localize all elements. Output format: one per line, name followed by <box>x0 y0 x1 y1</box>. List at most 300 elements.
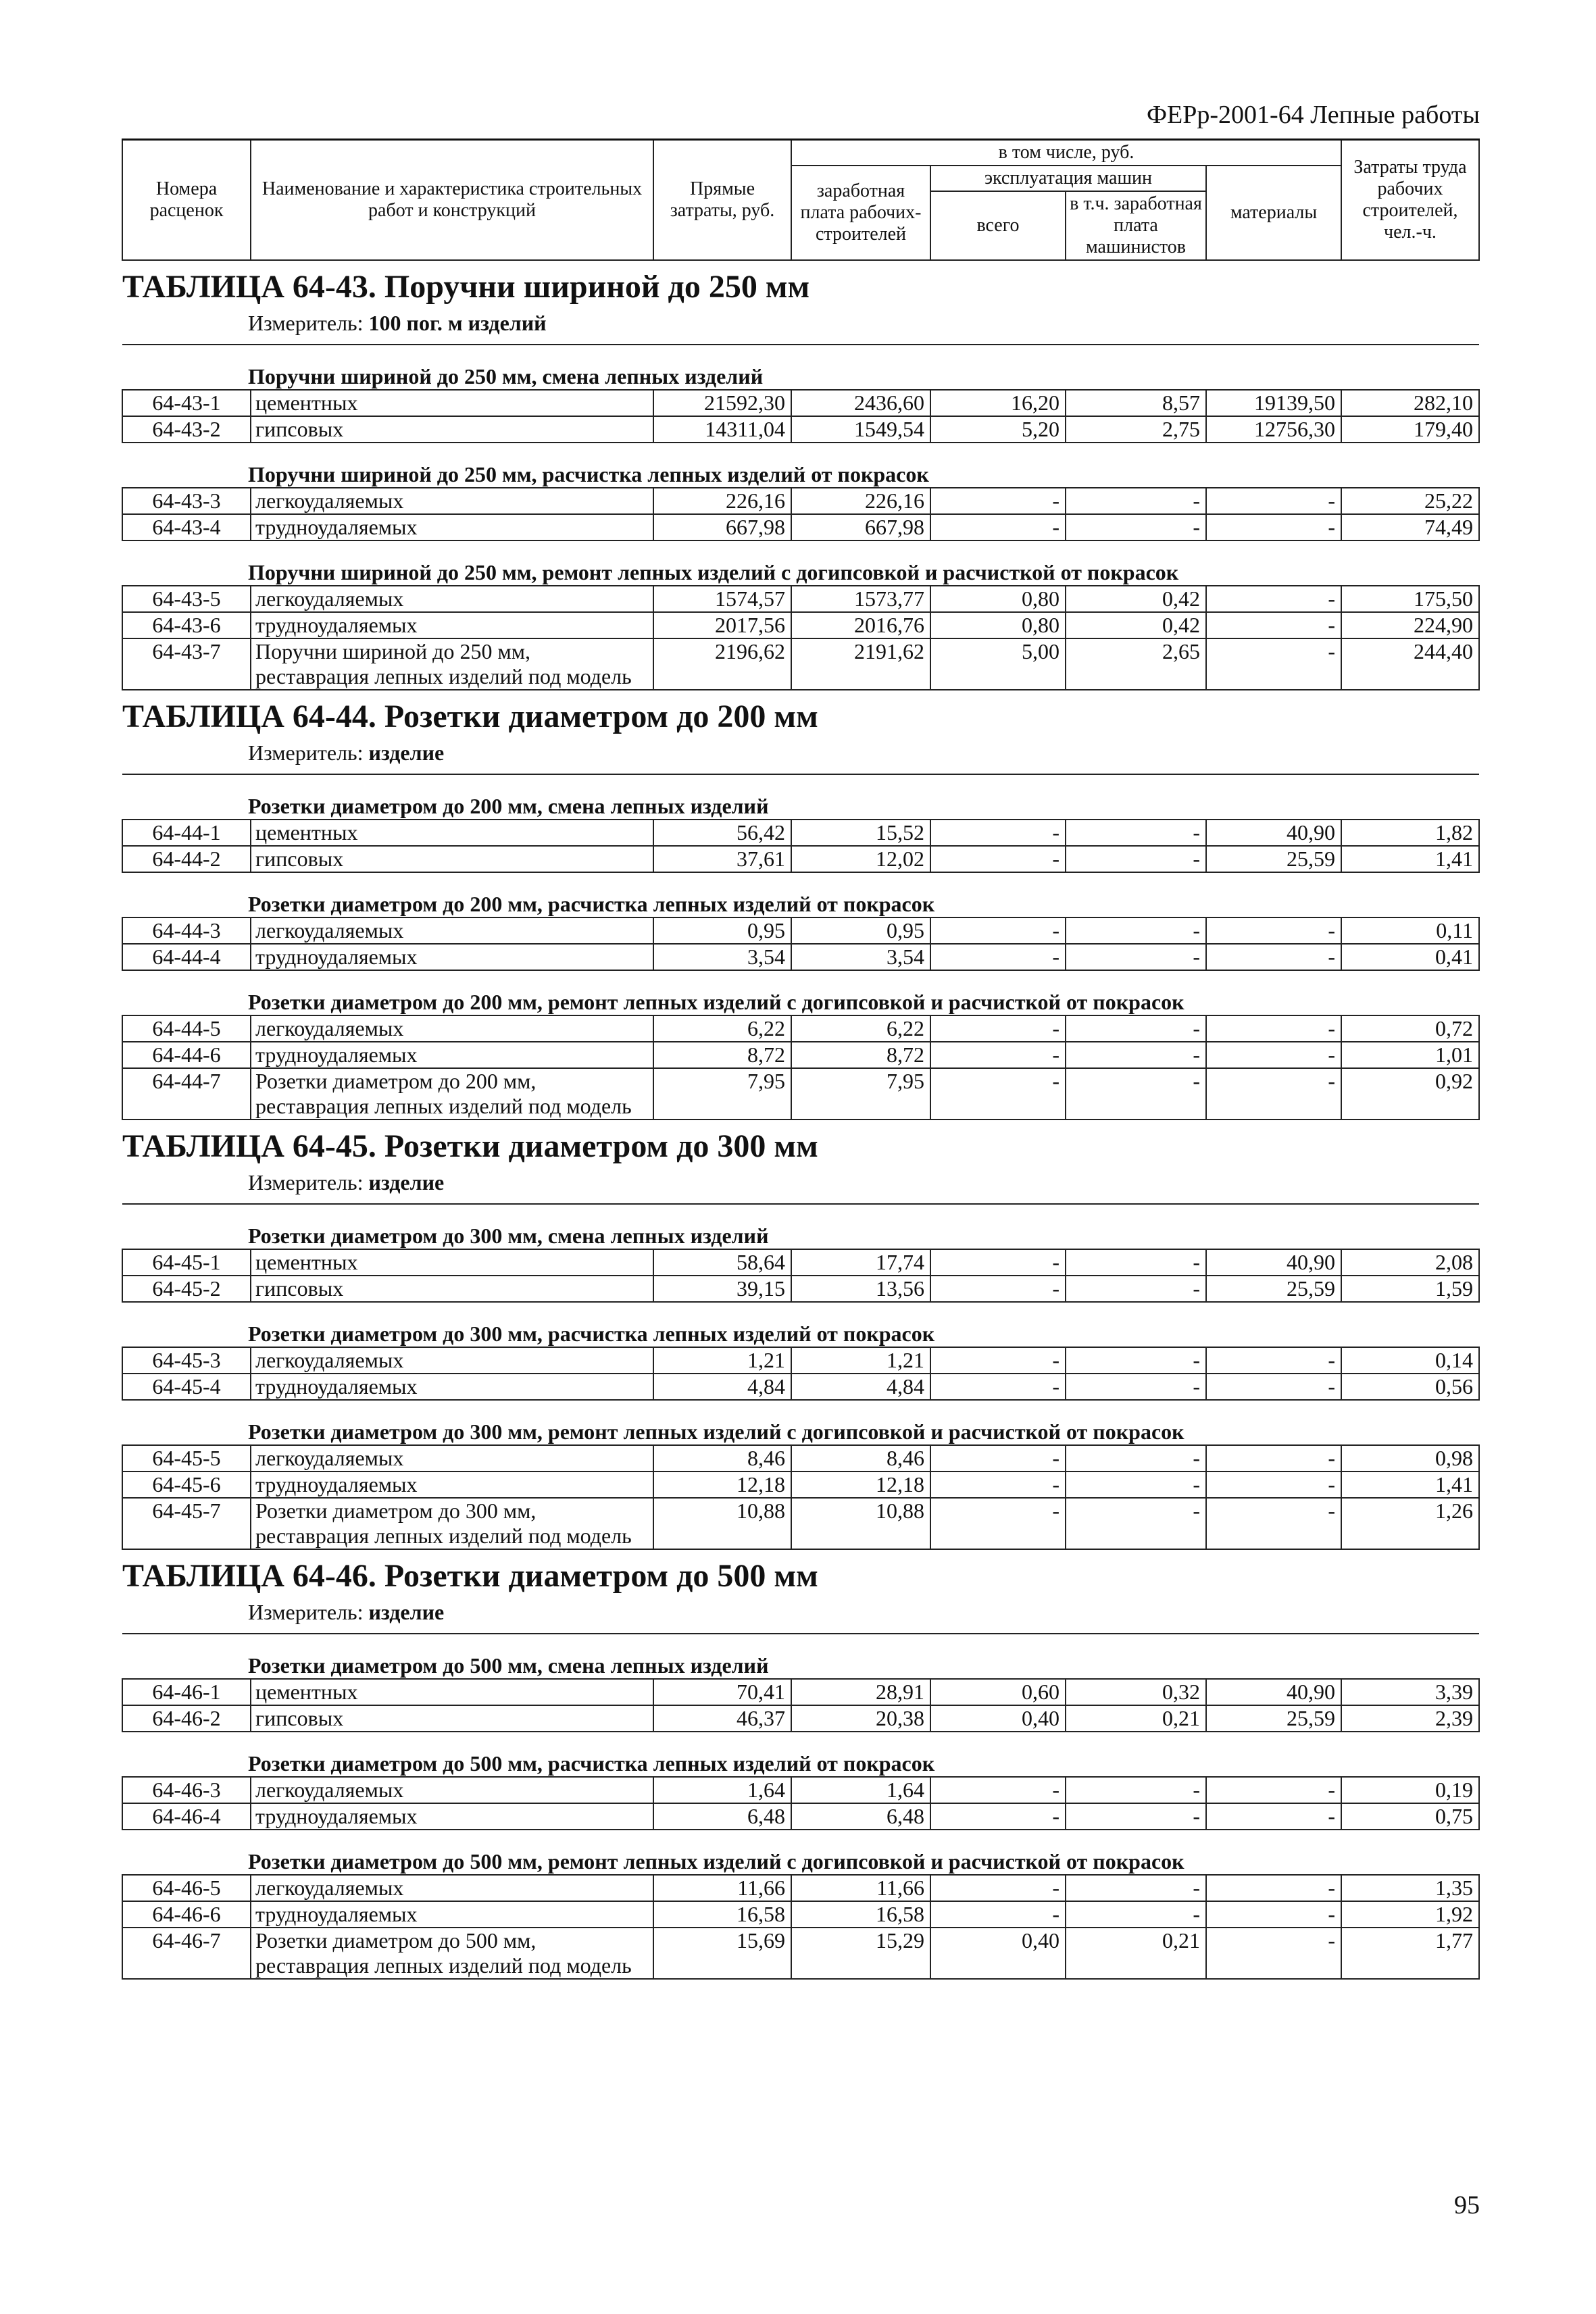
work-name: легкоудаляемых <box>251 586 653 612</box>
section-title: Поручни шириной до 250 мм, смена лепных изделий <box>248 364 764 388</box>
machine-wage-cost: - <box>1066 1472 1206 1498</box>
work-name: легкоудаляемых <box>251 488 653 514</box>
table-row <box>122 416 1479 443</box>
table-row <box>122 1472 1479 1498</box>
col-name-header: Наименование и характеристика строительных работ и конструкций <box>251 140 653 261</box>
work-name: Розетки диаметром до 300 мм, реставрация лепных изделий под модель <box>251 1498 653 1549</box>
section-row <box>122 1634 1479 1679</box>
machine-cost: - <box>930 1901 1066 1928</box>
rates-table <box>122 139 1480 1980</box>
labor-cost: 0,11 <box>1341 917 1479 944</box>
work-name: легкоудаляемых <box>251 1875 653 1901</box>
rate-code: 64-43-2 <box>122 416 251 443</box>
section-title: Розетки диаметром до 500 мм, смена лепных изделий <box>248 1653 769 1678</box>
machine-wage-cost: - <box>1066 1015 1206 1042</box>
labor-cost: 282,10 <box>1341 390 1479 416</box>
table-title-row <box>122 1120 1479 1166</box>
work-name: гипсовых <box>251 1705 653 1732</box>
machine-cost: - <box>930 514 1066 540</box>
machine-wage-cost: - <box>1066 1068 1206 1120</box>
section-row <box>122 345 1479 390</box>
measure-row <box>122 1596 1479 1634</box>
labor-cost: 0,75 <box>1341 1803 1479 1830</box>
machine-cost: - <box>930 1374 1066 1400</box>
wage-cost: 3,54 <box>791 944 930 970</box>
machine-cost: - <box>930 1498 1066 1549</box>
direct-cost: 226,16 <box>653 488 791 514</box>
machine-wage-cost: 0,42 <box>1066 586 1206 612</box>
rate-code: 64-44-1 <box>122 820 251 846</box>
rate-code: 64-45-6 <box>122 1472 251 1498</box>
work-name: легкоудаляемых <box>251 1347 653 1374</box>
table-row <box>122 612 1479 638</box>
wage-cost: 20,38 <box>791 1705 930 1732</box>
work-name: трудноудаляемых <box>251 1042 653 1068</box>
measure-row <box>122 736 1479 774</box>
direct-cost: 3,54 <box>653 944 791 970</box>
table-title-row <box>122 690 1479 736</box>
labor-cost: 74,49 <box>1341 514 1479 540</box>
col-materials-header: материалы <box>1206 166 1341 260</box>
materials-cost: - <box>1206 1472 1341 1498</box>
machine-cost: - <box>930 1777 1066 1803</box>
machine-cost: - <box>930 1347 1066 1374</box>
wage-cost: 0,95 <box>791 917 930 944</box>
machine-cost: 0,80 <box>930 586 1066 612</box>
col-labor-header: Затраты труда рабочих строителей, чел.-ч. <box>1341 140 1479 261</box>
direct-cost: 14311,04 <box>653 416 791 443</box>
col-incl-header: в том числе, руб. <box>791 140 1341 166</box>
work-name: трудноудаляемых <box>251 1472 653 1498</box>
direct-cost: 4,84 <box>653 1374 791 1400</box>
machine-cost: 16,20 <box>930 390 1066 416</box>
section-title: Поручни шириной до 250 мм, расчистка лепных изделий от покрасок <box>248 462 929 486</box>
machine-cost: - <box>930 1249 1066 1276</box>
materials-cost: - <box>1206 1042 1341 1068</box>
labor-cost: 0,41 <box>1341 944 1479 970</box>
machine-wage-cost: - <box>1066 514 1206 540</box>
measure-label: Измеритель: <box>248 1600 364 1624</box>
machine-cost: - <box>930 1068 1066 1120</box>
machine-wage-cost: - <box>1066 1803 1206 1830</box>
wage-cost: 667,98 <box>791 514 930 540</box>
labor-cost: 175,50 <box>1341 586 1479 612</box>
labor-cost: 2,08 <box>1341 1249 1479 1276</box>
rate-code: 64-45-5 <box>122 1445 251 1472</box>
col-mach-total-header: всего <box>930 191 1066 260</box>
materials-cost: - <box>1206 1347 1341 1374</box>
measure-row <box>122 1166 1479 1204</box>
rate-code: 64-44-2 <box>122 846 251 872</box>
rate-code: 64-45-4 <box>122 1374 251 1400</box>
wage-cost: 2436,60 <box>791 390 930 416</box>
measure-value: изделие <box>368 740 445 765</box>
col-wage-header: заработная плата рабочих-строителей <box>791 166 930 260</box>
section-row <box>122 970 1479 1015</box>
work-name: гипсовых <box>251 416 653 443</box>
labor-cost: 1,82 <box>1341 820 1479 846</box>
direct-cost: 667,98 <box>653 514 791 540</box>
work-name: цементных <box>251 390 653 416</box>
direct-cost: 56,42 <box>653 820 791 846</box>
machine-wage-cost: - <box>1066 1042 1206 1068</box>
section-title: Розетки диаметром до 300 мм, расчистка лепных изделий от покрасок <box>248 1322 935 1346</box>
machine-wage-cost: - <box>1066 1276 1206 1302</box>
wage-cost: 1573,77 <box>791 586 930 612</box>
table-row <box>122 1875 1479 1901</box>
measure-row <box>122 307 1479 345</box>
labor-cost: 1,59 <box>1341 1276 1479 1302</box>
labor-cost: 1,01 <box>1341 1042 1479 1068</box>
section-title: Розетки диаметром до 300 мм, ремонт лепных изделий с догипсовкой и расчисткой от покрасок <box>248 1419 1184 1444</box>
table-row <box>122 638 1479 690</box>
document-header: ФЕРр-2001-64 Лепные работы <box>1147 101 1480 129</box>
labor-cost: 3,39 <box>1341 1679 1479 1705</box>
machine-wage-cost: - <box>1066 944 1206 970</box>
materials-cost: 40,90 <box>1206 1679 1341 1705</box>
work-name: трудноудаляемых <box>251 1374 653 1400</box>
table-row <box>122 390 1479 416</box>
table-row <box>122 514 1479 540</box>
col-mach-wage-header: в т.ч. заработная плата машинистов <box>1066 191 1206 260</box>
direct-cost: 0,95 <box>653 917 791 944</box>
wage-cost: 16,58 <box>791 1901 930 1928</box>
machine-wage-cost: 0,21 <box>1066 1928 1206 1979</box>
machine-wage-cost: 2,75 <box>1066 416 1206 443</box>
machine-cost: - <box>930 488 1066 514</box>
work-name: легкоудаляемых <box>251 1445 653 1472</box>
table-row <box>122 1679 1479 1705</box>
materials-cost: - <box>1206 1445 1341 1472</box>
table-row <box>122 1015 1479 1042</box>
labor-cost: 0,14 <box>1341 1347 1479 1374</box>
table-row <box>122 1347 1479 1374</box>
rate-code: 64-44-7 <box>122 1068 251 1120</box>
work-name: легкоудаляемых <box>251 1015 653 1042</box>
machine-cost: 5,00 <box>930 638 1066 690</box>
direct-cost: 7,95 <box>653 1068 791 1120</box>
machine-cost: 5,20 <box>930 416 1066 443</box>
direct-cost: 2196,62 <box>653 638 791 690</box>
rate-code: 64-46-5 <box>122 1875 251 1901</box>
machine-wage-cost: - <box>1066 846 1206 872</box>
table-row <box>122 944 1479 970</box>
machine-wage-cost: - <box>1066 1901 1206 1928</box>
work-name: Розетки диаметром до 200 мм, реставрация лепных изделий под модель <box>251 1068 653 1120</box>
machine-cost: - <box>930 1803 1066 1830</box>
labor-cost: 0,72 <box>1341 1015 1479 1042</box>
work-name: легкоудаляемых <box>251 917 653 944</box>
direct-cost: 11,66 <box>653 1875 791 1901</box>
work-name: гипсовых <box>251 846 653 872</box>
measure-value: изделие <box>368 1170 445 1194</box>
wage-cost: 13,56 <box>791 1276 930 1302</box>
rate-code: 64-43-6 <box>122 612 251 638</box>
materials-cost: - <box>1206 1803 1341 1830</box>
rate-code: 64-44-4 <box>122 944 251 970</box>
labor-cost: 2,39 <box>1341 1705 1479 1732</box>
labor-cost: 224,90 <box>1341 612 1479 638</box>
machine-wage-cost: - <box>1066 1445 1206 1472</box>
rate-code: 64-45-3 <box>122 1347 251 1374</box>
work-name: трудноудаляемых <box>251 1803 653 1830</box>
materials-cost: 40,90 <box>1206 820 1341 846</box>
materials-cost: 25,59 <box>1206 1276 1341 1302</box>
materials-cost: - <box>1206 638 1341 690</box>
table-row <box>122 917 1479 944</box>
col-machines-header: эксплуатация машин <box>930 166 1206 191</box>
wage-cost: 10,88 <box>791 1498 930 1549</box>
machine-cost: - <box>930 1445 1066 1472</box>
labor-cost: 1,35 <box>1341 1875 1479 1901</box>
rate-code: 64-43-7 <box>122 638 251 690</box>
table-row <box>122 1374 1479 1400</box>
machine-wage-cost: 0,21 <box>1066 1705 1206 1732</box>
table-row <box>122 1901 1479 1928</box>
page-number: 95 <box>1454 2191 1480 2219</box>
section-row <box>122 1204 1479 1249</box>
machine-wage-cost: - <box>1066 1875 1206 1901</box>
machine-wage-cost: - <box>1066 1498 1206 1549</box>
rate-code: 64-44-5 <box>122 1015 251 1042</box>
table-row <box>122 1498 1479 1549</box>
wage-cost: 1549,54 <box>791 416 930 443</box>
direct-cost: 8,72 <box>653 1042 791 1068</box>
machine-cost: - <box>930 944 1066 970</box>
measure-label: Измеритель: <box>248 740 364 765</box>
rate-code: 64-46-3 <box>122 1777 251 1803</box>
table-row <box>122 1803 1479 1830</box>
machine-wage-cost: - <box>1066 1249 1206 1276</box>
machine-cost: - <box>930 917 1066 944</box>
machine-wage-cost: 0,42 <box>1066 612 1206 638</box>
labor-cost: 0,56 <box>1341 1374 1479 1400</box>
direct-cost: 15,69 <box>653 1928 791 1979</box>
table-row <box>122 1249 1479 1276</box>
materials-cost: - <box>1206 612 1341 638</box>
direct-cost: 8,46 <box>653 1445 791 1472</box>
machine-wage-cost: - <box>1066 917 1206 944</box>
work-name: трудноудаляемых <box>251 944 653 970</box>
measure-value: изделие <box>368 1600 445 1624</box>
materials-cost: - <box>1206 1015 1341 1042</box>
rate-code: 64-45-2 <box>122 1276 251 1302</box>
rate-code: 64-46-1 <box>122 1679 251 1705</box>
machine-cost: - <box>930 1875 1066 1901</box>
machine-wage-cost: 2,65 <box>1066 638 1206 690</box>
materials-cost: - <box>1206 944 1341 970</box>
rate-code: 64-43-4 <box>122 514 251 540</box>
direct-cost: 70,41 <box>653 1679 791 1705</box>
table-row <box>122 1705 1479 1732</box>
section-title: Розетки диаметром до 200 мм, ремонт лепных изделий с догипсовкой и расчисткой от покрасок <box>248 990 1184 1014</box>
section-row <box>122 443 1479 488</box>
machine-wage-cost: 8,57 <box>1066 390 1206 416</box>
direct-cost: 46,37 <box>653 1705 791 1732</box>
labor-cost: 244,40 <box>1341 638 1479 690</box>
table-row <box>122 846 1479 872</box>
materials-cost: - <box>1206 488 1341 514</box>
section-title: Розетки диаметром до 200 мм, смена лепных изделий <box>248 794 769 818</box>
wage-cost: 28,91 <box>791 1679 930 1705</box>
direct-cost: 16,58 <box>653 1901 791 1928</box>
direct-cost: 10,88 <box>653 1498 791 1549</box>
table-title: ТАБЛИЦА 64-46. Розетки диаметром до 500 мм <box>122 1549 1479 1596</box>
machine-cost: 0,80 <box>930 612 1066 638</box>
rate-code: 64-46-7 <box>122 1928 251 1979</box>
section-title: Поручни шириной до 250 мм, ремонт лепных изделий с догипсовкой и расчисткой от покрасок <box>248 560 1179 584</box>
materials-cost: 12756,30 <box>1206 416 1341 443</box>
wage-cost: 8,72 <box>791 1042 930 1068</box>
materials-cost: 40,90 <box>1206 1249 1341 1276</box>
measure-value: 100 пог. м изделий <box>368 311 547 335</box>
rate-code: 64-43-3 <box>122 488 251 514</box>
machine-cost: 0,60 <box>930 1679 1066 1705</box>
wage-cost: 8,46 <box>791 1445 930 1472</box>
materials-cost: - <box>1206 917 1341 944</box>
section-title: Розетки диаметром до 500 мм, расчистка лепных изделий от покрасок <box>248 1751 935 1776</box>
labor-cost: 0,92 <box>1341 1068 1479 1120</box>
materials-cost: - <box>1206 1374 1341 1400</box>
machine-cost: - <box>930 1015 1066 1042</box>
materials-cost: - <box>1206 1068 1341 1120</box>
wage-cost: 1,21 <box>791 1347 930 1374</box>
direct-cost: 6,22 <box>653 1015 791 1042</box>
work-name: трудноудаляемых <box>251 514 653 540</box>
direct-cost: 37,61 <box>653 846 791 872</box>
table-row <box>122 1068 1479 1120</box>
work-name: гипсовых <box>251 1276 653 1302</box>
rate-code: 64-44-3 <box>122 917 251 944</box>
wage-cost: 2016,76 <box>791 612 930 638</box>
work-name: цементных <box>251 1679 653 1705</box>
work-name: легкоудаляемых <box>251 1777 653 1803</box>
wage-cost: 6,22 <box>791 1015 930 1042</box>
rate-code: 64-45-7 <box>122 1498 251 1549</box>
direct-cost: 12,18 <box>653 1472 791 1498</box>
labor-cost: 1,41 <box>1341 846 1479 872</box>
work-name: Розетки диаметром до 500 мм, реставрация лепных изделий под модель <box>251 1928 653 1979</box>
direct-cost: 1574,57 <box>653 586 791 612</box>
table-title-row <box>122 260 1479 307</box>
labor-cost: 179,40 <box>1341 416 1479 443</box>
direct-cost: 2017,56 <box>653 612 791 638</box>
rate-code: 64-45-1 <box>122 1249 251 1276</box>
wage-cost: 11,66 <box>791 1875 930 1901</box>
materials-cost: - <box>1206 586 1341 612</box>
machine-wage-cost: - <box>1066 1777 1206 1803</box>
table-row <box>122 1042 1479 1068</box>
section-row <box>122 872 1479 917</box>
machine-cost: - <box>930 1472 1066 1498</box>
measure-label: Измеритель: <box>248 1170 364 1194</box>
work-name: цементных <box>251 1249 653 1276</box>
section-row <box>122 774 1479 820</box>
machine-cost: 0,40 <box>930 1705 1066 1732</box>
wage-cost: 2191,62 <box>791 638 930 690</box>
materials-cost: - <box>1206 1928 1341 1979</box>
rate-code: 64-43-1 <box>122 390 251 416</box>
wage-cost: 12,18 <box>791 1472 930 1498</box>
section-row <box>122 1830 1479 1875</box>
machine-wage-cost: - <box>1066 1347 1206 1374</box>
work-name: цементных <box>251 820 653 846</box>
materials-cost: 25,59 <box>1206 846 1341 872</box>
table-body <box>122 260 1479 1979</box>
machine-cost: - <box>930 820 1066 846</box>
materials-cost: - <box>1206 1901 1341 1928</box>
table-title: ТАБЛИЦА 64-44. Розетки диаметром до 200 мм <box>122 690 1479 736</box>
table-row <box>122 586 1479 612</box>
direct-cost: 21592,30 <box>653 390 791 416</box>
direct-cost: 1,64 <box>653 1777 791 1803</box>
materials-cost: 25,59 <box>1206 1705 1341 1732</box>
work-name: трудноудаляемых <box>251 1901 653 1928</box>
materials-cost: - <box>1206 1875 1341 1901</box>
section-title: Розетки диаметром до 200 мм, расчистка лепных изделий от покрасок <box>248 892 935 916</box>
work-name: Поручни шириной до 250 мм, реставрация лепных изделий под модель <box>251 638 653 690</box>
machine-cost: - <box>930 1042 1066 1068</box>
machine-wage-cost: 0,32 <box>1066 1679 1206 1705</box>
section-row <box>122 1302 1479 1347</box>
materials-cost: - <box>1206 514 1341 540</box>
machine-cost: 0,40 <box>930 1928 1066 1979</box>
wage-cost: 1,64 <box>791 1777 930 1803</box>
direct-cost: 1,21 <box>653 1347 791 1374</box>
table-header <box>122 140 1479 261</box>
table-row <box>122 1928 1479 1979</box>
table-title: ТАБЛИЦА 64-45. Розетки диаметром до 300 мм <box>122 1120 1479 1166</box>
work-name: трудноудаляемых <box>251 612 653 638</box>
machine-cost: - <box>930 846 1066 872</box>
table-row <box>122 1276 1479 1302</box>
table-title: ТАБЛИЦА 64-43. Поручни шириной до 250 мм <box>122 260 1479 307</box>
wage-cost: 226,16 <box>791 488 930 514</box>
labor-cost: 1,92 <box>1341 1901 1479 1928</box>
wage-cost: 15,52 <box>791 820 930 846</box>
table-row <box>122 488 1479 514</box>
materials-cost: 19139,50 <box>1206 390 1341 416</box>
rate-code: 64-44-6 <box>122 1042 251 1068</box>
col-code-header: Номера расценок <box>122 140 251 261</box>
table-row <box>122 1445 1479 1472</box>
section-row <box>122 540 1479 586</box>
rate-code: 64-46-4 <box>122 1803 251 1830</box>
wage-cost: 6,48 <box>791 1803 930 1830</box>
rate-code: 64-46-6 <box>122 1901 251 1928</box>
labor-cost: 0,19 <box>1341 1777 1479 1803</box>
machine-wage-cost: - <box>1066 1374 1206 1400</box>
machine-wage-cost: - <box>1066 488 1206 514</box>
wage-cost: 15,29 <box>791 1928 930 1979</box>
wage-cost: 4,84 <box>791 1374 930 1400</box>
labor-cost: 1,77 <box>1341 1928 1479 1979</box>
direct-cost: 6,48 <box>653 1803 791 1830</box>
direct-cost: 58,64 <box>653 1249 791 1276</box>
col-direct-header: Прямые затраты, руб. <box>653 140 791 261</box>
materials-cost: - <box>1206 1498 1341 1549</box>
labor-cost: 0,98 <box>1341 1445 1479 1472</box>
rate-code: 64-46-2 <box>122 1705 251 1732</box>
measure-label: Измеритель: <box>248 311 364 335</box>
table-title-row <box>122 1549 1479 1596</box>
machine-wage-cost: - <box>1066 820 1206 846</box>
labor-cost: 1,26 <box>1341 1498 1479 1549</box>
materials-cost: - <box>1206 1777 1341 1803</box>
wage-cost: 17,74 <box>791 1249 930 1276</box>
labor-cost: 25,22 <box>1341 488 1479 514</box>
wage-cost: 7,95 <box>791 1068 930 1120</box>
